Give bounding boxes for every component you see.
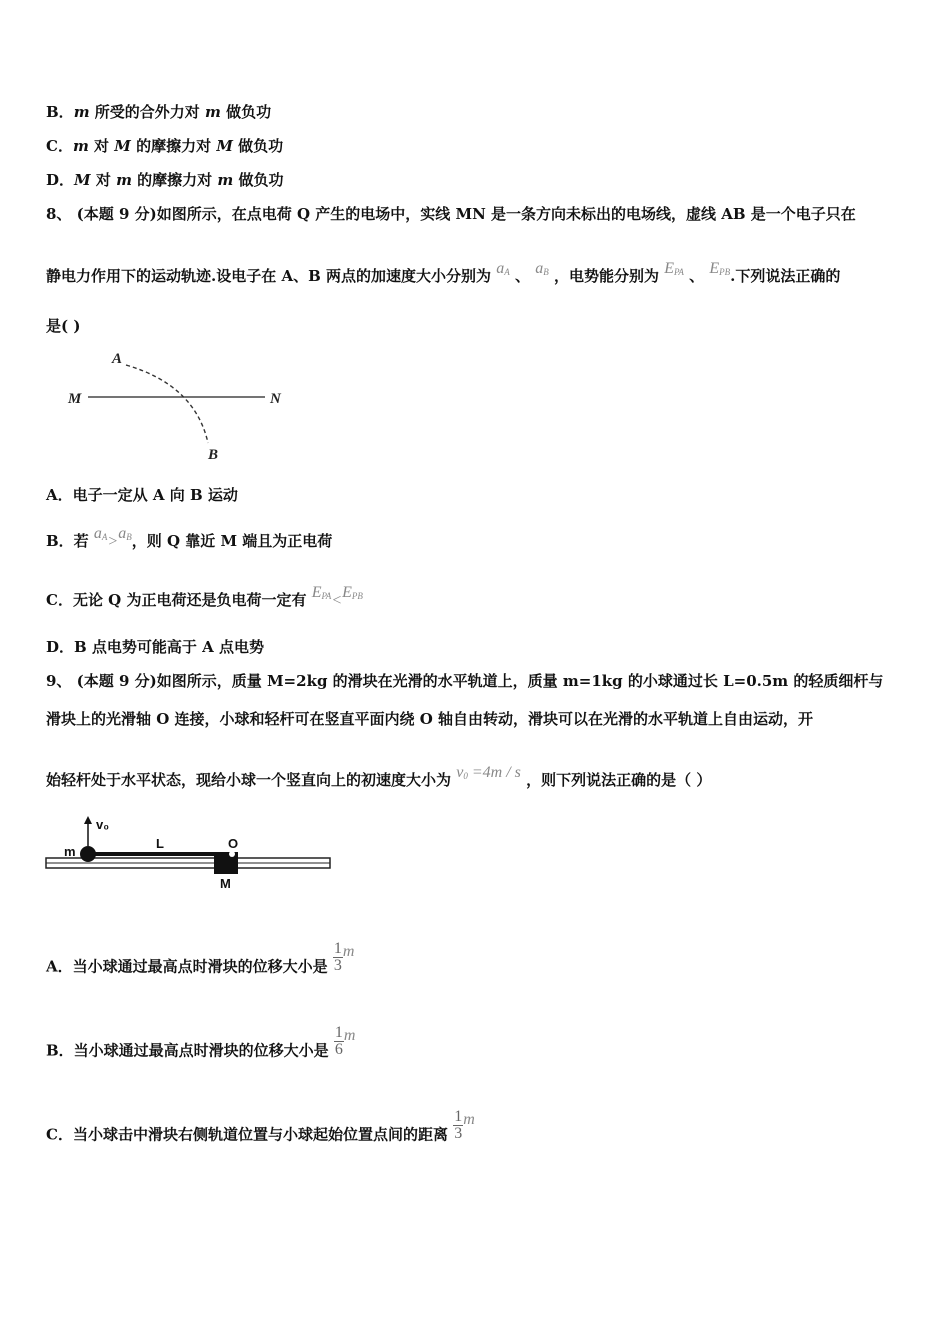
q9-stem-line3: 始轻杆处于水平状态，现给小球一个竖直向上的初速度大小为 $v_0 =4m / s$ ，则下列说法正确的是（ ） xyxy=(46,764,712,789)
q8-label-b: B xyxy=(208,447,219,463)
q9-stem-line1: 9、 (本题 9 分)如图所示，质量 M=2kg 的滑块在光滑的水平轨道上，质量 m=1kg 的小球通过长 L=0.5m 的轻质细杆与 xyxy=(46,672,884,690)
q7-option-c: C．m 对 M 的摩擦力对 M 做负功 xyxy=(46,137,284,155)
q9-label-m: m xyxy=(64,844,76,859)
q9-slider-figure xyxy=(44,812,344,892)
q8-stem-line3: 是( ) xyxy=(46,317,81,335)
q8-option-b: B．若 $a_A>a_B$，则 Q 靠近 M 端且为正电荷 xyxy=(46,525,333,550)
q9-stem-line2: 滑块上的光滑轴 O 连接，小球和轻杆可在竖直平面内绕 O 轴自由转动，滑块可以在光滑的水平轨道上自由运动，开 xyxy=(46,710,814,728)
q8-aA: $a_A$ xyxy=(496,260,510,277)
q9-option-b-fraction: $\frac{1}{6}$ xyxy=(334,1024,343,1058)
q9-option-a: A．当小球通过最高点时滑块的位移大小是 $\frac{1}{3}$ m xyxy=(46,940,355,976)
q8-ab-trajectory xyxy=(126,365,208,443)
q9-option-a-fraction: $\frac{1}{3}$ xyxy=(333,940,342,974)
q9-axis-o xyxy=(229,851,235,857)
q9-label-bigm: M xyxy=(220,876,231,891)
q9-label-v0: v₀ xyxy=(96,817,110,832)
q9-option-c-fraction: $\frac{1}{3}$ xyxy=(454,1108,463,1142)
q9-v0: $v_0 =4m / s$ xyxy=(456,764,521,781)
q9-option-c: C．当小球击中滑块右侧轨道位置与小球起始位置点间的距离 $\frac{1}{3}$ m xyxy=(46,1108,475,1144)
q8-stem-line2: 静电力作用下的运动轨迹.设电子在 A、B 两点的加速度大小分别为 $a_A$ 、 $a_B$ ，电势能分别为 $E_{PA}$ 、 $E_{PB}$.下列说法正确的 xyxy=(46,260,841,285)
q8-field-line-figure xyxy=(60,345,300,465)
q9-ball xyxy=(80,846,96,862)
q9-label-l: L xyxy=(156,836,164,851)
q8-option-c: C．无论 Q 为正电荷还是负电荷一定有 $E_{PA}<E_{PB}$ xyxy=(46,584,363,609)
q7-option-d: D．M 对 m 的摩擦力对 m 做负功 xyxy=(46,171,284,189)
q7-option-b: B．m 所受的合外力对 m 做负功 xyxy=(46,103,272,121)
q8-EPA: $E_{PA}$ xyxy=(664,260,684,277)
q9-option-b: B．当小球通过最高点时滑块的位移大小是 $\frac{1}{6}$ m xyxy=(46,1024,356,1060)
q9-label-o: O xyxy=(228,836,239,851)
q8-stem-line1: 8、 (本题 9 分)如图所示，在点电荷 Q 产生的电场中，实线 MN 是一条方向未标出的电场线，虚线 AB 是一个电子只在 xyxy=(46,205,856,223)
q8-option-d: D．B 点电势可能高于 A 点电势 xyxy=(46,638,264,656)
q8-option-a: A．电子一定从 A 向 B 运动 xyxy=(46,486,238,504)
q8-label-a: A xyxy=(112,351,123,367)
q8-label-m: M xyxy=(68,391,82,407)
q8-aB: $a_B$ xyxy=(535,260,549,277)
q8-label-n: N xyxy=(270,391,281,407)
q8-EPB: $E_{PB}$ xyxy=(709,260,731,277)
